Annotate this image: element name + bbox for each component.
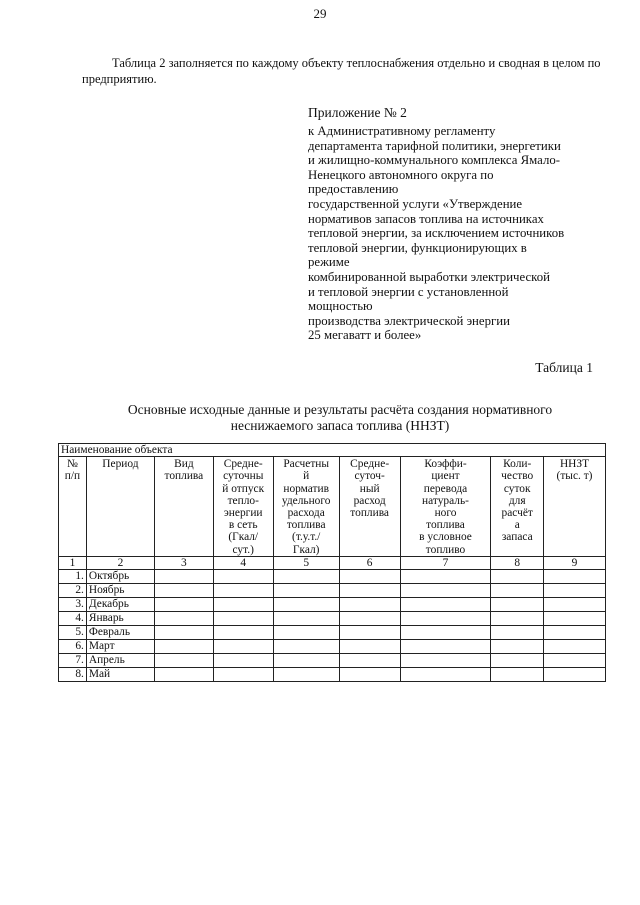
column-number: 5 <box>273 556 339 569</box>
appendix-line: тепловой энергии, за исключением источников <box>308 226 565 241</box>
empty-cell <box>400 584 491 598</box>
column-number: 6 <box>339 556 400 569</box>
empty-cell <box>339 626 400 640</box>
table-label: Таблица 1 <box>535 360 593 375</box>
empty-cell <box>400 668 491 682</box>
column-number-row <box>59 556 606 569</box>
empty-cell <box>154 626 213 640</box>
table-row <box>59 570 606 584</box>
table-row <box>59 598 606 612</box>
empty-cell <box>273 570 339 584</box>
empty-cell <box>491 570 544 584</box>
column-number: 8 <box>491 556 544 569</box>
page-number: 29 <box>313 6 327 21</box>
header-line: п/п <box>64 470 81 483</box>
empty-cell <box>400 612 491 626</box>
column-number: 3 <box>154 556 213 569</box>
header-line: суток <box>503 482 531 495</box>
appendix-line: предоставлению <box>308 182 399 197</box>
empty-cell <box>491 612 544 626</box>
empty-cell <box>339 654 400 668</box>
header-line: ный <box>359 482 380 495</box>
column-number: 7 <box>400 556 491 569</box>
header-line: расчёт <box>501 507 533 520</box>
empty-cell <box>339 612 400 626</box>
appendix-line: мощностью <box>308 299 373 314</box>
header-line: циент <box>431 470 460 483</box>
empty-cell <box>491 654 544 668</box>
empty-cell <box>400 640 491 654</box>
appendix-line: Ненецкого автономного округа по <box>308 167 494 182</box>
appendix-line: 25 мегаватт и более» <box>308 328 422 343</box>
empty-cell <box>213 584 273 598</box>
empty-cell <box>339 640 400 654</box>
empty-cell <box>339 584 400 598</box>
empty-cell <box>339 570 400 584</box>
appendix-line: к Административному регламенту <box>308 124 496 138</box>
empty-cell <box>273 654 339 668</box>
header-line: (Гкал/ <box>228 531 259 544</box>
column-number: 2 <box>86 556 154 569</box>
appendix-line: и тепловой энергии с установленной <box>308 284 509 299</box>
row-number: 7. <box>59 654 87 668</box>
empty-cell <box>339 668 400 682</box>
column-header-4 <box>213 457 273 557</box>
header-row <box>59 457 606 557</box>
empty-cell <box>400 598 491 612</box>
header-line: Коли- <box>503 458 532 471</box>
row-period: Октябрь <box>86 570 154 584</box>
empty-cell <box>213 612 273 626</box>
row-number: 4. <box>59 612 87 626</box>
appendix-line: тепловой энергии, функционирующих в <box>308 240 527 255</box>
appendix-line: государственной услуги «Утверждение <box>308 196 523 211</box>
empty-cell <box>491 640 544 654</box>
column-number: 9 <box>544 556 606 569</box>
fuel-reserve-table <box>58 443 606 682</box>
column-header-5 <box>273 457 339 557</box>
intro-paragraph: Таблица 2 заполняется по каждому объекту теплоснабжения отдельно и сводная в целом по предприятию. <box>82 56 601 86</box>
appendix-line: производства электрической энергии <box>308 313 510 328</box>
table-row <box>59 626 606 640</box>
caption-line: Основные исходные данные и результаты расчёта создания нормативного <box>127 402 553 417</box>
header-line: ННЗТ <box>559 458 590 471</box>
empty-cell <box>544 584 606 598</box>
row-period: Май <box>86 668 154 682</box>
empty-cell <box>154 570 213 584</box>
header-line: топливо <box>425 543 466 556</box>
empty-cell <box>273 640 339 654</box>
empty-cell <box>213 598 273 612</box>
appendix-line: нормативов запасов топлива на источниках <box>308 211 544 226</box>
table-row <box>59 640 606 654</box>
header-line: топлива <box>426 519 465 532</box>
empty-cell <box>339 598 400 612</box>
header-line: Расчетны <box>283 458 330 471</box>
column-header-7 <box>400 457 491 557</box>
header-line: для <box>508 494 526 507</box>
header-line: й <box>303 470 310 483</box>
table-row <box>59 668 606 682</box>
row-period: Декабрь <box>86 598 154 612</box>
empty-cell <box>491 668 544 682</box>
empty-cell <box>400 654 491 668</box>
header-line: энергии <box>223 507 263 520</box>
empty-cell <box>213 570 273 584</box>
empty-cell <box>154 668 213 682</box>
empty-cell <box>491 626 544 640</box>
empty-cell <box>544 654 606 668</box>
header-line: а <box>514 519 520 532</box>
empty-cell <box>544 598 606 612</box>
row-period: Апрель <box>86 654 154 668</box>
empty-cell <box>213 640 273 654</box>
header-line: суточ- <box>354 470 385 483</box>
column-header-6 <box>339 457 400 557</box>
appendix-body <box>308 124 608 343</box>
empty-cell <box>154 584 213 598</box>
empty-cell <box>491 584 544 598</box>
empty-cell <box>213 668 273 682</box>
header-line: (тыс. т) <box>556 470 593 483</box>
header-line: в условное <box>419 531 472 544</box>
empty-cell <box>154 598 213 612</box>
object-name-cell: Наименование объекта <box>59 444 606 457</box>
header-line: Средне- <box>223 458 263 471</box>
header-line: й отпуск <box>222 482 265 495</box>
table-row <box>59 584 606 598</box>
column-header-9 <box>544 457 606 557</box>
header-line: топлива <box>286 519 326 532</box>
empty-cell <box>544 570 606 584</box>
row-number: 8. <box>59 668 87 682</box>
row-period: Январь <box>86 612 154 626</box>
header-line: Средне- <box>350 458 390 471</box>
row-number: 3. <box>59 598 87 612</box>
table-row <box>59 612 606 626</box>
empty-cell <box>213 654 273 668</box>
appendix-line: режиме <box>308 255 350 270</box>
row-number: 1. <box>59 570 87 584</box>
header-line: натураль- <box>422 494 469 507</box>
appendix-line: комбинированной выработки электрической <box>308 269 550 284</box>
row-number: 5. <box>59 626 87 640</box>
empty-cell <box>544 612 606 626</box>
header-line: расхода <box>287 507 325 520</box>
header-line: ного <box>434 507 457 520</box>
column-number: 4 <box>213 556 273 569</box>
table-body <box>59 570 606 682</box>
header-line: тепло- <box>227 494 259 507</box>
appendix-title: Приложение № 2 <box>308 105 407 120</box>
column-number: 1 <box>59 556 87 569</box>
header-line: норматив <box>283 482 330 495</box>
empty-cell <box>400 570 491 584</box>
header-line: удельного <box>281 494 331 507</box>
column-header-1 <box>59 457 87 557</box>
column-header-8 <box>491 457 544 557</box>
header-line: Коэффи- <box>424 458 467 471</box>
header-line: перевода <box>423 482 468 495</box>
header-line: Период <box>102 458 139 471</box>
empty-cell <box>154 612 213 626</box>
header-line: № <box>66 458 78 471</box>
column-header-3 <box>154 457 213 557</box>
header-line: чество <box>501 470 534 483</box>
header-line: запаса <box>501 531 533 544</box>
row-period: Февраль <box>86 626 154 640</box>
header-line: в сеть <box>228 519 258 532</box>
empty-cell <box>154 654 213 668</box>
header-line: Вид <box>174 458 194 471</box>
header-line: сут.) <box>232 543 254 556</box>
header-line: топлива <box>350 507 389 520</box>
row-number: 2. <box>59 584 87 598</box>
header-line: расход <box>353 494 386 507</box>
empty-cell <box>273 598 339 612</box>
header-line: топлива <box>164 470 204 483</box>
row-number: 6. <box>59 640 87 654</box>
row-period: Ноябрь <box>86 584 154 598</box>
row-period: Март <box>86 640 154 654</box>
column-header-2 <box>86 457 154 557</box>
header-line: Гкал) <box>292 543 320 556</box>
empty-cell <box>273 626 339 640</box>
empty-cell <box>544 668 606 682</box>
empty-cell <box>213 626 273 640</box>
empty-cell <box>273 612 339 626</box>
empty-cell <box>544 640 606 654</box>
header-line: суточны <box>223 470 264 483</box>
header-line: (т.у.т./ <box>292 531 321 544</box>
empty-cell <box>544 626 606 640</box>
empty-cell <box>491 598 544 612</box>
empty-cell <box>400 626 491 640</box>
empty-cell <box>273 668 339 682</box>
table-caption <box>60 402 620 434</box>
empty-cell <box>273 584 339 598</box>
appendix-line: и жилищно-коммунального комплекса Ямало- <box>308 153 561 168</box>
caption-line: неснижаемого запаса топлива (ННЗТ) <box>230 418 450 433</box>
appendix-line: департамента тарифной политики, энергетики <box>308 138 561 153</box>
table-row <box>59 654 606 668</box>
empty-cell <box>154 640 213 654</box>
